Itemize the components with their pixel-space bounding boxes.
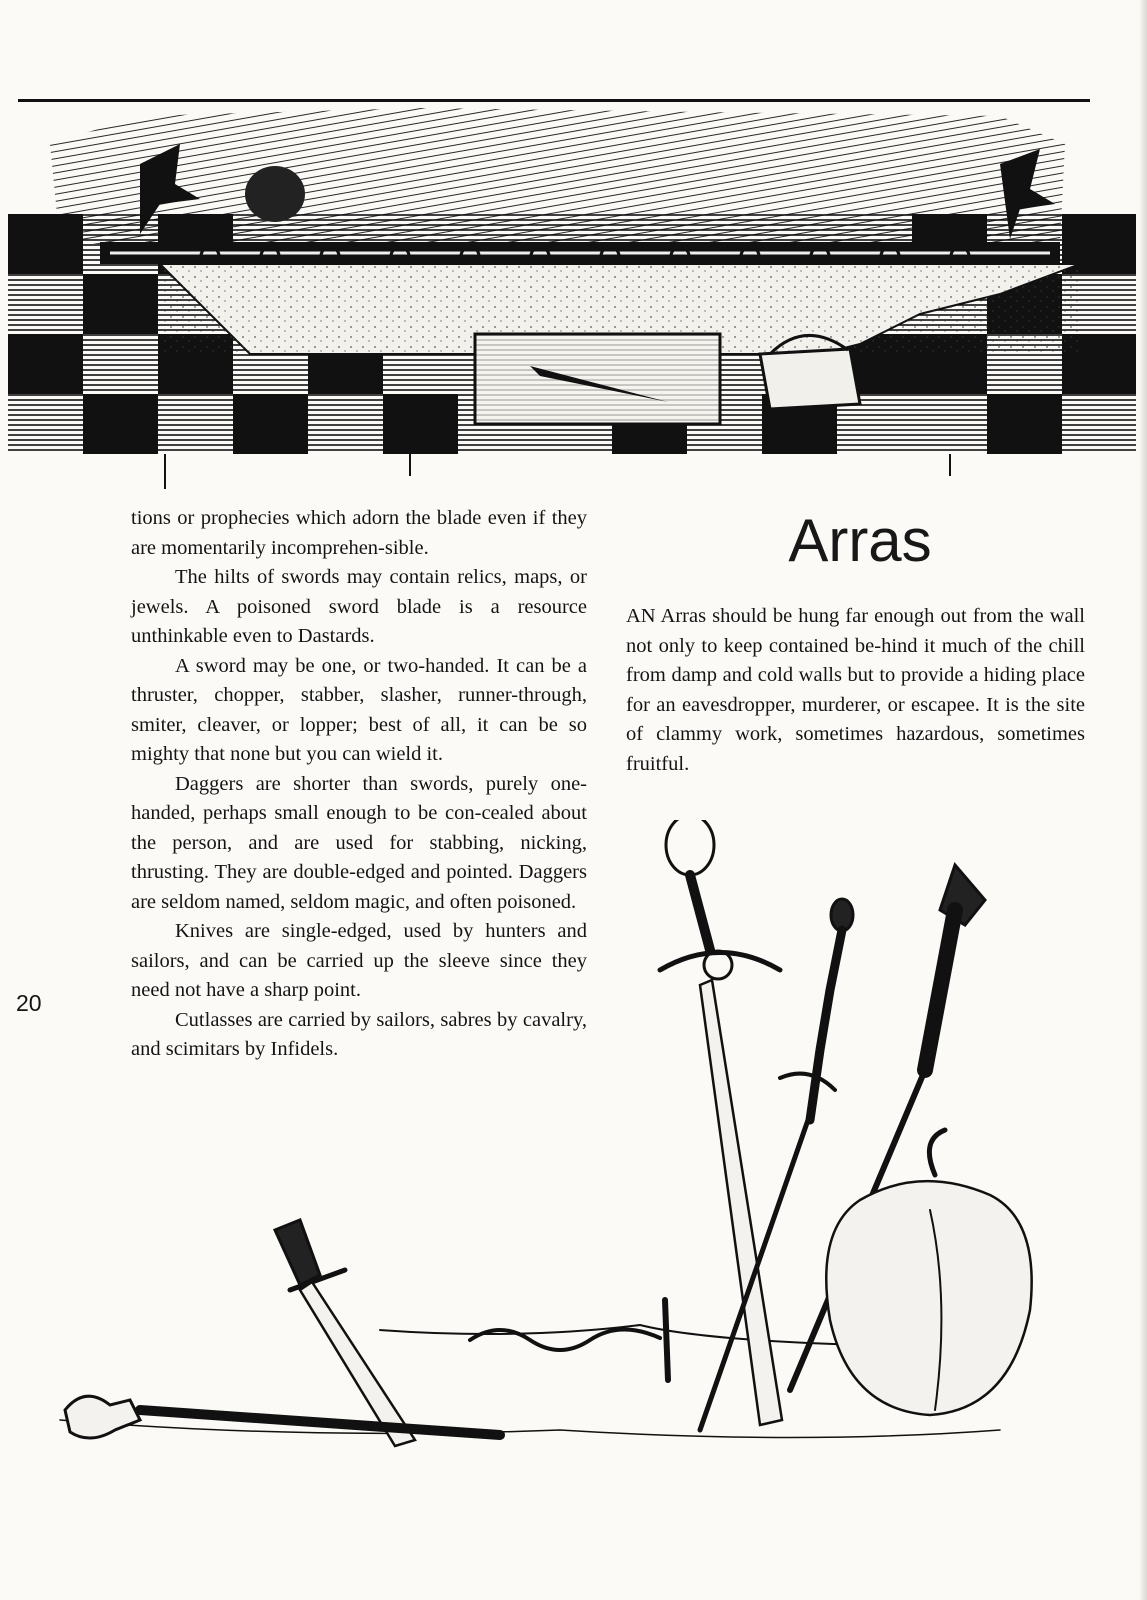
section-title: Arras — [788, 507, 932, 574]
paragraph-arras: AN Arras should be hung far enough out from the wall not only to keep contained be-hind it much of the chill from damp and cold walls but to provide a hiding place for an eavesdropper, murderer, or escapee. It is the site of clammy work, sometimes hazardous, sometimes fruitful. — [626, 605, 1085, 775]
ornate-sword-icon — [660, 820, 782, 1425]
paragraph-sword-types: A sword may be one, or two-handed. It can be a thruster, chopper, stabber, slasher, runner-through, smiter, cleaver, or lopper; best of all, it can be so mighty that none but you can wield it. — [131, 654, 587, 765]
paragraph-cutlasses: Cutlasses are carried by sailors, sabres by cavalry, and scimitars by Infidels. — [131, 1008, 587, 1060]
knife-icon — [275, 1220, 415, 1446]
arras-banner-illustration — [0, 104, 1147, 494]
right-column-text — [626, 602, 1085, 779]
paragraph-hilts: The hilts of swords may contain relics, maps, or jewels. A poisoned sword blade is a resource unthinkable even to Dastards. — [131, 566, 587, 647]
paragraph-prophecies: tions or prophecies which adorn the blade even if they are momentarily incomprehen-sible. — [131, 507, 587, 559]
paragraph-knives: Knives are single-edged, used by hunters and sailors, and can be carried up the sleeve since they need not have a sharp point. — [131, 920, 587, 1001]
weapons-and-apple-illustration — [0, 820, 1147, 1580]
page-number: 20 — [16, 990, 42, 1016]
header-rule — [18, 99, 1090, 102]
paragraph-daggers: Daggers are shorter than swords, purely one-handed, perhaps small enough to be con-cealed about the person, and are used for stabbing, nicking, thrusting. They are double-edged and pointed. Daggers are seldom named, seldom magic, and often poisoned. — [131, 772, 587, 913]
apple-icon — [826, 1130, 1031, 1415]
